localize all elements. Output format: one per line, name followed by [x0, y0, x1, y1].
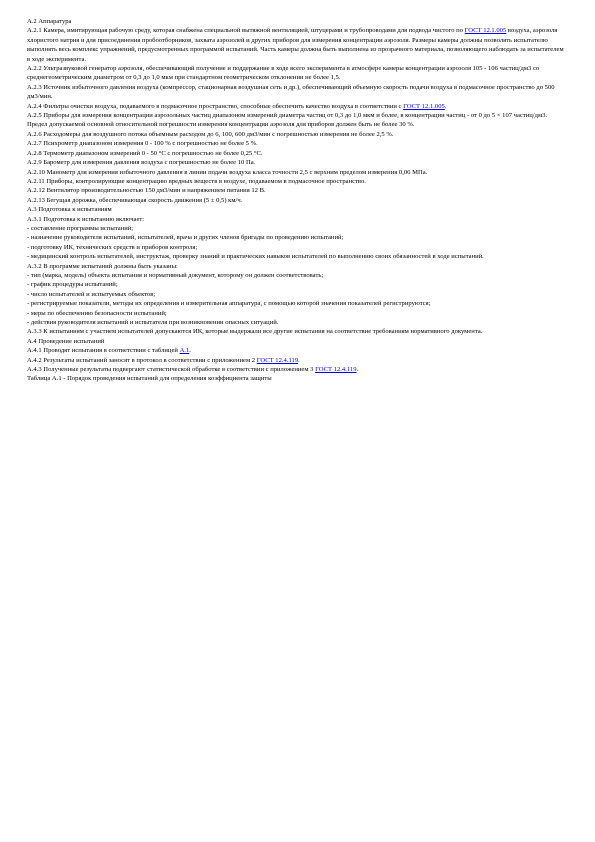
paragraph — [27, 149, 568, 158]
document-link[interactable]: ГОСТ 12.1.005 — [403, 102, 445, 110]
document-link[interactable]: ГОСТ 12.4.119 — [256, 356, 299, 364]
paragraph — [27, 102, 568, 111]
text-segment: - меры по обеспечению безопасности испытаний; — [27, 309, 167, 317]
paragraph — [27, 26, 568, 64]
paragraph — [27, 262, 568, 271]
text-segment: - регистрируемые показатели, методы их определения и измерительная аппаратура, с помощью которой значения показателей регистрируются; — [27, 300, 431, 308]
text-segment: А.2.5 Приборы для измерения концентрации аэрозольных частиц диапазоном измерений диаметра частиц от 0,3 до 1,0 мкм и более, в концентрации частиц - от 0 до 5 × 107 частиц/дм3. Предел допускаемой основной относительной погрешности измерения концентрации аэрозоля для приборов должен быть не более 30 %. — [27, 112, 548, 129]
paragraph — [27, 196, 568, 205]
paragraph — [27, 158, 568, 167]
text-segment: А.2.10 Манометр для измерения избыточного давления в линии подачи воздуха класса точности 2,5 с верхним пределом измерения 0,06 МПа. — [27, 168, 428, 176]
paragraph — [27, 215, 568, 224]
text-segment: А.2.2 Ультразвуковой генератор аэрозоля, обеспечивающий получение и поддержание в ходе всего эксперимента в атмосфере камеры концентрации аэрозоля 105 - 106 частиц/дм3 со среднегеометрическим диаметром от 0,3 до 1,0 мкм при стандартном геометрическом отклонении не более 1,5. — [27, 65, 540, 82]
text-segment: . — [189, 347, 191, 355]
text-segment: А.2.11 Приборы, контролирующие концентрацию вредных веществ в воздухе, подаваемом в подмасочное пространство. — [27, 177, 366, 185]
paragraph — [27, 130, 568, 139]
text-segment: - назначение руководителя испытаний, испытателей, врача и других членов бригады по проведению испытаний; — [27, 234, 344, 242]
text-segment: А.2.13 Бегущая дорожка, обеспечивающая скорость движения (5 ± 0,5) км/ч. — [27, 196, 243, 204]
section-heading — [27, 205, 568, 214]
text-segment: - действия руководителя испытаний и испытателя при возникновении опасных ситуаций. — [27, 319, 279, 326]
paragraph — [27, 365, 568, 374]
text-segment: А.2.3 Источник избыточного давления воздуха (компрессор, стационарная воздушная сеть и др.), обеспечивающий объемную скорость подачи воздуха в подмасочное пространство до 500 дм3/мин. — [27, 83, 555, 101]
text-segment: - медицинский контроль испытателей, инструктаж, проверку знаний и практических навыков испытателей по выполнению своих обязанностей в ходе испытаний. — [27, 253, 484, 261]
text-segment: воздуха, аэрозоля хлористого натрия и для присоединения пробоотборников, захвата аэрозолей и других приборов для измерения концентрации аэрозоля. Размеры камеры должны позволять испытателю выполнять весь комплекс упражнений, предусмотренных программой испытаний. Часть камеры должна быть выполнена из прозрачного материала, позволяющего наблюдать за испытателем в ходе эксперимента. — [27, 27, 564, 63]
paragraph — [27, 139, 568, 148]
text-segment: А.2.9 Барометр для измерения давления воздуха с погрешностью не более 10 Па. — [27, 159, 256, 167]
paragraph — [27, 177, 568, 186]
text-segment: . — [444, 102, 447, 110]
text-segment: А.3 Подготовка к испытаниям — [27, 206, 112, 214]
list-item — [27, 309, 568, 318]
list-item — [27, 224, 568, 233]
text-segment: - подготовку ИК, технических средств и приборов контроля; — [27, 243, 198, 251]
list-item — [27, 280, 568, 289]
document-link[interactable]: А.1 — [179, 347, 190, 355]
text-segment: А.2.4 Фильтры очистки воздуха, подаваемого в подмасочное пространство, способные обеспечить качество воздуха в соответствии с — [27, 102, 404, 110]
text-segment: А.4.2 Результаты испытаний заносят в протокол в соответствии с приложением 2 — [27, 356, 257, 364]
text-segment: А.4.3 Полученные результаты подвергают статистической обработке в соответствии с приложением 3 — [27, 366, 316, 374]
list-item — [27, 252, 568, 261]
paragraph — [27, 356, 568, 365]
text-segment: . — [298, 356, 300, 364]
paragraph — [27, 346, 568, 355]
text-segment: А.2.12 Вентилятор производительностью 150 дм3/мин и напряжением питания 12 В. — [27, 187, 266, 195]
document-link[interactable]: ГОСТ 12.4.119 — [315, 366, 357, 374]
list-item — [27, 243, 568, 252]
text-segment: А.3.3 К испытаниям с участием испытателей допускаются ИК, которые выдержали все другие испытания на соответствие требованиям нормативного документа. — [27, 328, 483, 336]
list-item — [27, 233, 568, 242]
document-link[interactable]: ГОСТ 12.1.005 — [464, 27, 507, 35]
text-segment: А.2.6 Расходомеры для воздушного потока объемным расходом до 6, 100, 600 дм3/мин с погрешностью измерения не более 2,5 %. — [27, 130, 394, 138]
text-segment: - тип (марка, модель) объекта испытания и нормативный документ, которому он должен соответствовать; — [27, 271, 324, 279]
document-body — [27, 17, 568, 384]
text-segment: А.4 Проведение испытаний — [27, 337, 105, 345]
section-heading — [27, 337, 568, 346]
paragraph — [27, 327, 568, 336]
text-segment: А.2.7 Психрометр диапазоном измерения 0 - 100 % с погрешностью не более 5 %. — [27, 140, 258, 148]
text-segment: - число испытателей и испытуемых объектов; — [27, 290, 156, 298]
table-caption — [27, 374, 568, 383]
paragraph — [27, 83, 568, 102]
text-segment: А.2.1 Камера, имитирующая рабочую среду, которая снабжена специальной вытяжной вентиляцией, штуцерами и трубопроводами для подвода чистого по — [27, 27, 465, 35]
text-segment: А.2 Аппаратура — [27, 18, 72, 25]
list-item — [27, 318, 568, 327]
section-heading — [27, 17, 568, 26]
paragraph — [27, 186, 568, 195]
list-item — [27, 271, 568, 280]
text-segment: А.3.1 Подготовка к испытанию включает: — [27, 215, 145, 223]
text-segment: Таблица А.1 - Порядок проведения испытаний для определения коэффициента защиты — [27, 375, 272, 383]
paragraph — [27, 168, 568, 177]
text-segment: . — [356, 366, 359, 374]
text-segment: А.2.8 Термометр диапазоном измерений 0 - 50 °С с погрешностью не более 0,25 °С. — [27, 149, 263, 157]
text-segment: А.3.2 В программе испытаний должны быть указаны: — [27, 262, 178, 270]
paragraph — [27, 111, 568, 130]
list-item — [27, 299, 568, 308]
list-item — [27, 290, 568, 299]
text-segment: - составление программы испытаний; — [27, 224, 134, 232]
paragraph — [27, 64, 568, 83]
text-segment: - график процедуры испытаний; — [27, 281, 118, 289]
text-segment: А.4.1 Проводят испытания в соответствии с таблицей — [27, 347, 180, 355]
